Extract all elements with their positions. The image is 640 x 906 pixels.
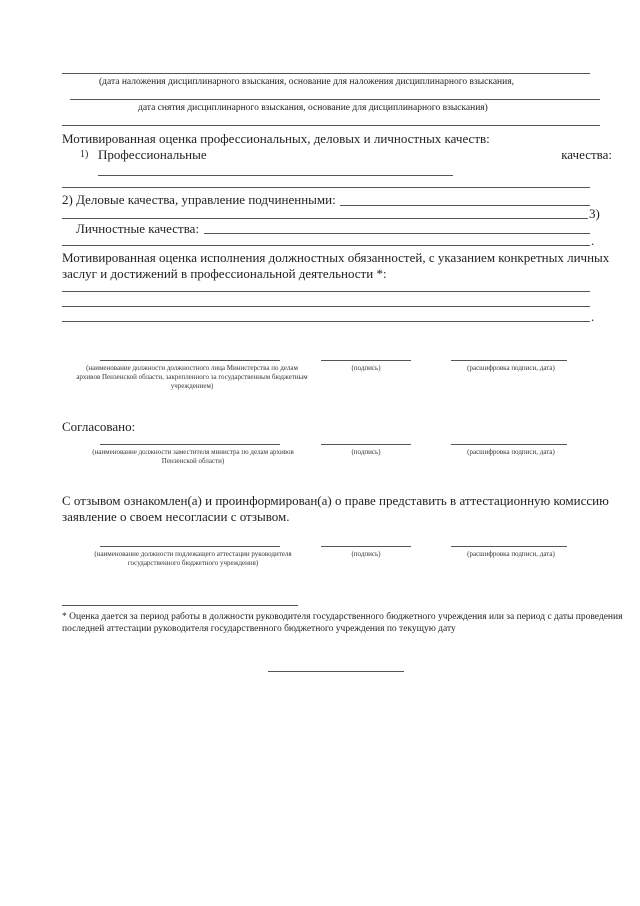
duties-heading-line-2: заслуг и достижений в профессиональной деятельности *: — [62, 266, 387, 281]
professional-qualities-label: Профессиональные — [98, 147, 207, 162]
head-decode-caption: (расшифровка подписи, дата) — [467, 550, 555, 558]
deputy-signature-line[interactable] — [321, 444, 411, 445]
deputy-signature-caption: (подпись) — [351, 448, 381, 456]
deputy-decode-line[interactable] — [451, 444, 567, 445]
head-signature-line[interactable] — [321, 546, 411, 547]
deputy-position-line[interactable] — [100, 444, 280, 445]
footnote-separator — [62, 605, 298, 606]
duties-field-line-1[interactable] — [62, 291, 590, 292]
disciplinary-line-1 — [62, 73, 590, 74]
deputy-position-caption: (наименование должности заместителя министра по делам архивов Пензенской области) — [92, 448, 294, 465]
business-qualities-label: 2) Деловые качества, управление подчиненными: — [62, 192, 336, 207]
professional-qualities-end: качества: — [561, 147, 612, 162]
qualities-heading: Мотивированная оценка профессиональных, деловых и личностных качеств: — [62, 131, 490, 146]
duties-field-line-2[interactable] — [62, 306, 590, 307]
business-qualities-line-2[interactable] — [62, 218, 588, 219]
review-text-line-1: С отзывом ознакомлен(а) и проинформирован(а) о праве представить в аттестационную комиссию — [62, 493, 609, 508]
personal-item-number: 3) — [589, 206, 600, 221]
head-signature-caption: (подпись) — [351, 550, 381, 558]
official-signature-caption: (подпись) — [351, 364, 381, 372]
duties-period: . — [591, 309, 595, 324]
duties-heading-line-1: Мотивированная оценка исполнения должностных обязанностей, с указанием конкретных личных — [62, 250, 610, 265]
footnote-text: * Оценка дается за период работы в должности руководителя государственного бюджетного учреждения или за период с даты проведения последней аттестации руководителя государственного бюджетного учреждения по текущую дату — [62, 612, 623, 634]
head-position-caption: (наименование должности подлежащего аттестации руководителя государственного бюджетного учреждения) — [94, 550, 292, 567]
official-decode-line[interactable] — [451, 360, 567, 361]
item-number: 1) — [80, 149, 89, 160]
official-position-line[interactable] — [100, 360, 280, 361]
agreed-heading: Согласовано: — [62, 419, 136, 434]
disciplinary-removed-caption: дата снятия дисциплинарного взыскания, основание для дисциплинарного взыскания) — [138, 103, 488, 113]
official-position-caption: (наименование должности должностного лица Министерства по делам архивов Пензенской области, закрепленного за государственным бюджетным учреждением) — [76, 364, 308, 390]
duties-field-line-3[interactable] — [62, 321, 590, 322]
head-position-line[interactable] — [100, 546, 280, 547]
official-signature-line[interactable] — [321, 360, 411, 361]
disciplinary-line-2 — [70, 99, 600, 100]
head-decode-line[interactable] — [451, 546, 567, 547]
personal-qualities-period: . — [591, 233, 595, 248]
personal-qualities-line-2[interactable] — [62, 245, 590, 246]
review-text-line-2: заявление о своем несогласии с отзывом. — [62, 509, 290, 524]
personal-qualities-field-line[interactable] — [204, 233, 590, 234]
disciplinary-line-3 — [62, 125, 600, 126]
professional-qualities-row — [62, 147, 612, 163]
deputy-decode-caption: (расшифровка подписи, дата) — [467, 448, 555, 456]
disciplinary-imposed-caption: (дата наложения дисциплинарного взыскания, основание для наложения дисциплинарного взыскания, — [99, 77, 514, 87]
business-qualities-field-line[interactable] — [340, 205, 590, 206]
professional-qualities-line-2[interactable] — [62, 187, 590, 188]
official-decode-caption: (расшифровка подписи, дата) — [467, 364, 555, 372]
bottom-separator — [268, 671, 404, 672]
professional-qualities-field-line[interactable] — [98, 175, 453, 176]
personal-qualities-label: Личностные качества: — [76, 221, 200, 236]
